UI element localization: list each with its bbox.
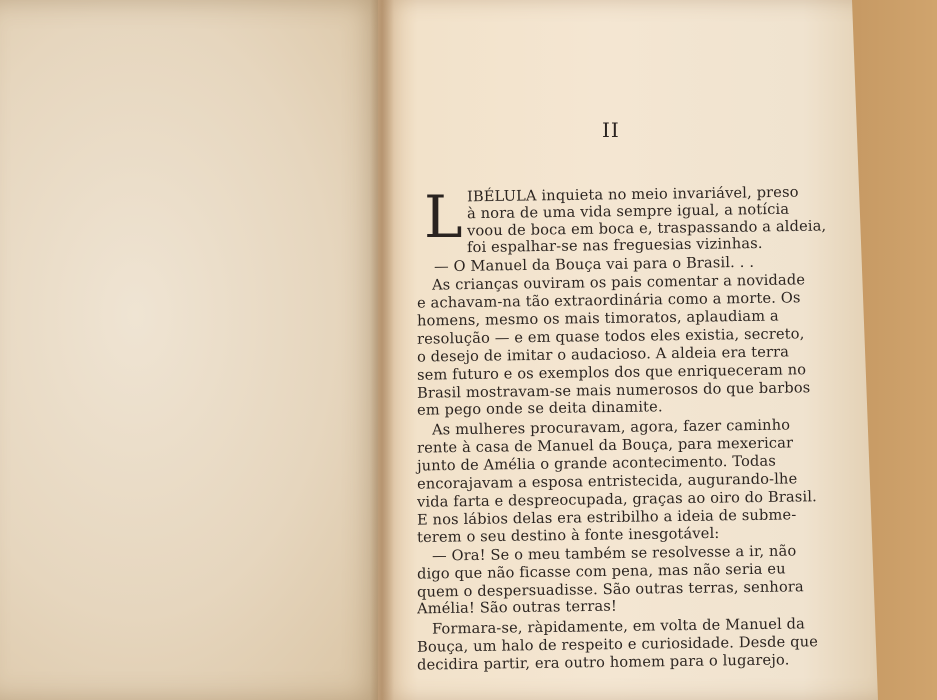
text-line: decidira partir, era outro homem para o lugarejo. — [416, 651, 790, 674]
text-line: Amélia! São outras terras! — [416, 597, 618, 618]
left-page — [0, 0, 388, 700]
text-line: homens, mesmo os mais timoratos, aplaudiam a — [416, 307, 779, 330]
text-line: à nora de uma vida sempre igual, a notícia — [466, 200, 790, 223]
text-line: resolução — e em quase todos eles existia, secreto, — [416, 325, 805, 348]
text-line: encorajavam a esposa entristecida, augurando-lhe — [416, 470, 798, 493]
text-line: IBÉLULA inquieta no meio invariável, preso — [466, 183, 799, 206]
text-line: terem o seu destino à fonte inesgotável: — [416, 524, 720, 547]
text-line: em pego onde se deita dinamite. — [416, 398, 663, 419]
text-line: Brasil mostravam-se mais numerosos do que barbos — [416, 379, 811, 402]
drop-cap: L — [424, 183, 463, 251]
text-line: — O Manuel da Bouça vai para o Brasil. . . — [433, 253, 755, 276]
text-line: digo que não ficasse com pena, mas não seria eu — [416, 560, 786, 583]
book-gutter — [370, 0, 394, 700]
text-line: sem futuro e os exemplos dos que enriqueceram no — [416, 361, 807, 384]
text-line: e achavam-na tão extraordinária como a morte. Os — [416, 289, 801, 312]
text-line: As mulheres procuravam, agora, fazer caminho — [431, 416, 791, 439]
text-line: rente à casa de Manuel da Bouça, para mexericar — [416, 434, 794, 457]
text-line: junto de Amélia o grande acontecimento. Todas — [416, 452, 777, 475]
text-line: Bouça, um halo de respeito e curiosidade. Desde que — [416, 633, 819, 656]
text-line: As crianças ouviram os pais comentar a novidade — [431, 271, 806, 294]
text-line: o desejo de imitar o audacioso. A aldeia era terra — [416, 343, 790, 366]
text-line: — Ora! Se o meu também se resolvesse a ir, não — [431, 542, 797, 565]
text-line: Formara-se, ràpidamente, em volta de Manuel da — [431, 615, 806, 638]
text-line: quem o despersuadisse. São outras terras, senhora — [416, 578, 804, 601]
text-line: E nos lábios delas era estribilho a ideia de subme- — [416, 506, 797, 529]
text-line: voou de boca em boca e, traspassando a aldeia, — [466, 217, 827, 240]
text-line: vida farta e despreocupada, graças ao oiro do Brasil. — [416, 488, 817, 511]
chapter-number: II — [602, 118, 620, 142]
text-line: foi espalhar-se nas freguesias vizinhas. — [466, 234, 763, 257]
